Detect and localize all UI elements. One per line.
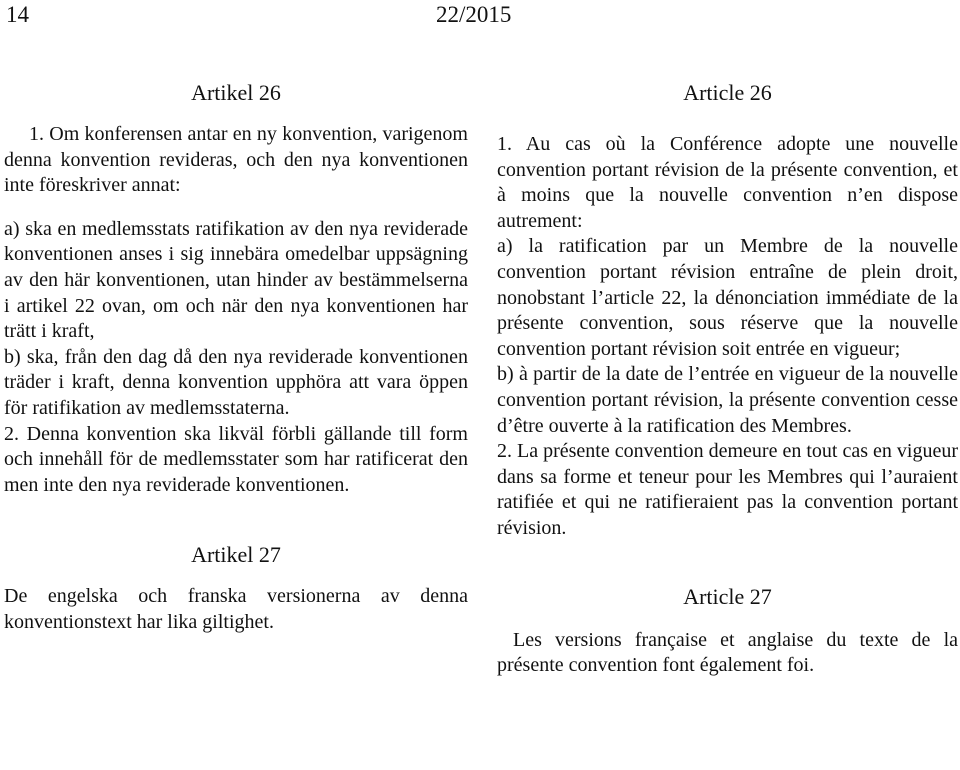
article-26-heading-sv: Artikel 26 (191, 80, 281, 105)
paragraph-2-sv: 2. Denna konvention ska likväl förbli gällande till form och innehåll för de medlemsstater som har ratificerat den men inte den nya reviderade konventionen. (4, 422, 468, 496)
french-column (497, 80, 958, 679)
paragraph-1b-fr: b) à partir de la date de l’entrée en vigueur de la nouvelle convention portant révision, la présente convention cesse d’être ouverte à la ratification des Membres. (497, 363, 958, 437)
article-27-text-fr: Les versions française et anglaise du texte de la présente convention font également foi. (497, 628, 958, 677)
paragraph-1-intro-fr: 1. Au cas où la Conférence adopte une nouvelle convention portant révision de la présente convention, et à moins que la nouvelle convention n’en dispose autrement: (497, 133, 958, 232)
paragraph-1a-fr: a) la ratification par un Membre de la nouvelle convention portant révision entraîne de plein droit, nonobstant l’article 22, la dénonciation immédiate de la présente convention, sous réserve que la nouvelle convention portant révision soit entrée en vigueur; (497, 235, 958, 360)
article-27-heading-fr: Article 27 (683, 583, 772, 609)
issue-number: 22/2015 (436, 2, 512, 27)
paragraph-1-intro-sv: 1. Om konferensen antar en ny konvention, varigenom denna konvention revideras, och den nya konventionen inte föreskriver annat: (4, 123, 468, 197)
paragraph-2-fr: 2. La présente convention demeure en tout cas en vigueur dans sa forme et teneur pour les Membres qui l’auraient ratifiée et qui ne ratifieraient pas la convention portant révision. (497, 440, 958, 539)
swedish-column (4, 80, 468, 636)
article-27-heading-sv: Artikel 27 (191, 542, 281, 568)
page-number: 14 (6, 2, 29, 27)
article-27-text-sv: De engelska och franska versionerna av denna konventionstext har lika giltighet. (4, 585, 468, 633)
paragraph-1b-sv: b) ska, från den dag då den nya reviderade konventionen träder i kraft, denna konvention upphöra att vara öppen för ratifikation av medlemsstaterna. (4, 345, 468, 419)
article-26-heading-fr: Article 26 (683, 80, 772, 105)
paragraph-1a-sv: a) ska en medlemsstats ratifikation av den nya reviderade konventionen anses i sig innebära omedelbar uppsägning av den här konventionen, utan hinder av bestämmelserna i artikel 22 ovan, om och när den nya konventionen har trätt i kraft, (4, 217, 468, 343)
